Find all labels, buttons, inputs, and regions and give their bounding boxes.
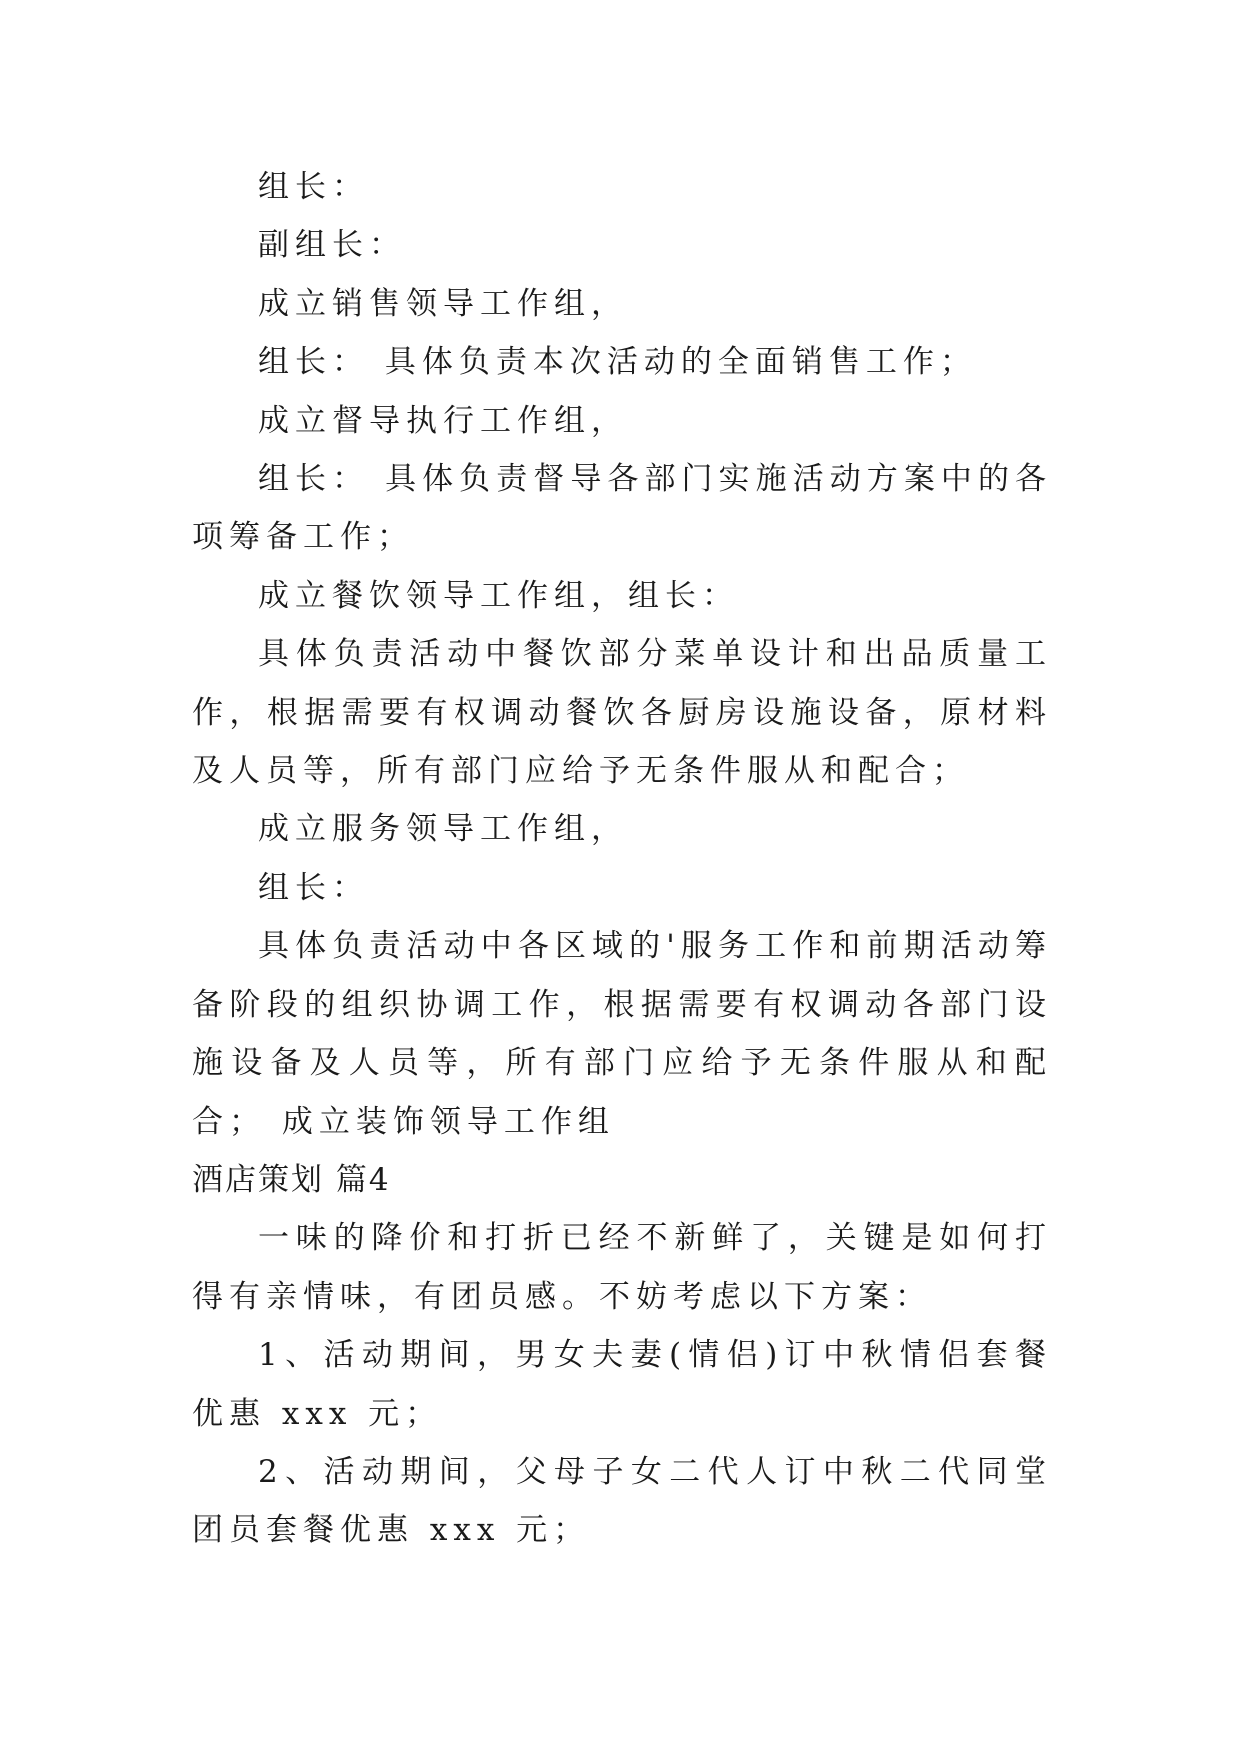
paragraph-intro: 一味的降价和打折已经不新鲜了，关键是如何打得有亲情味，有团员感。不妨考虑以下方案：	[192, 1220, 1052, 1315]
paragraph-supervision-group: 成立督导执行工作组，	[258, 402, 628, 439]
paragraph-leader: 组长：	[258, 169, 369, 205]
document-body	[192, 158, 1052, 1560]
paragraph-sales-leader: 组长： 具体负责本次活动的全面销售工作；	[258, 344, 977, 381]
paragraph-supervision-leader: 组长： 具体负责督导各部门实施活动方案中的各项筹备工作；	[192, 461, 1052, 556]
paragraph-sales-group: 成立销售领导工作组，	[258, 285, 628, 322]
paragraph-service-leader: 组长：	[258, 869, 369, 906]
section-heading: 酒店策划 篇4	[192, 1161, 391, 1198]
paragraph-service-duties: 具体负责活动中各区域的'服务工作和前期活动筹备阶段的组织协调工作，根据需要有权调动各部门设施设备及人员等，所有部门应给予无条件服从和配合； 成立装饰领导工作组	[192, 928, 1052, 1140]
list-item-couple-package: 1、活动期间，男女夫妻(情侣)订中秋情侣套餐优惠 xxx 元；	[192, 1337, 1052, 1432]
paragraph-catering-duties: 具体负责活动中餐饮部分菜单设计和出品质量工作，根据需要有权调动餐饮各厨房设施设备，原材料及人员等，所有部门应给予无条件服从和配合；	[192, 636, 1052, 790]
paragraph-deputy-leader: 副组长：	[258, 227, 406, 264]
paragraph-service-group: 成立服务领导工作组，	[258, 811, 628, 848]
list-item-family-package: 2、活动期间，父母子女二代人订中秋二代同堂团员套餐优惠 xxx 元；	[192, 1453, 1052, 1549]
paragraph-catering-group: 成立餐饮领导工作组，组长：	[258, 577, 739, 614]
